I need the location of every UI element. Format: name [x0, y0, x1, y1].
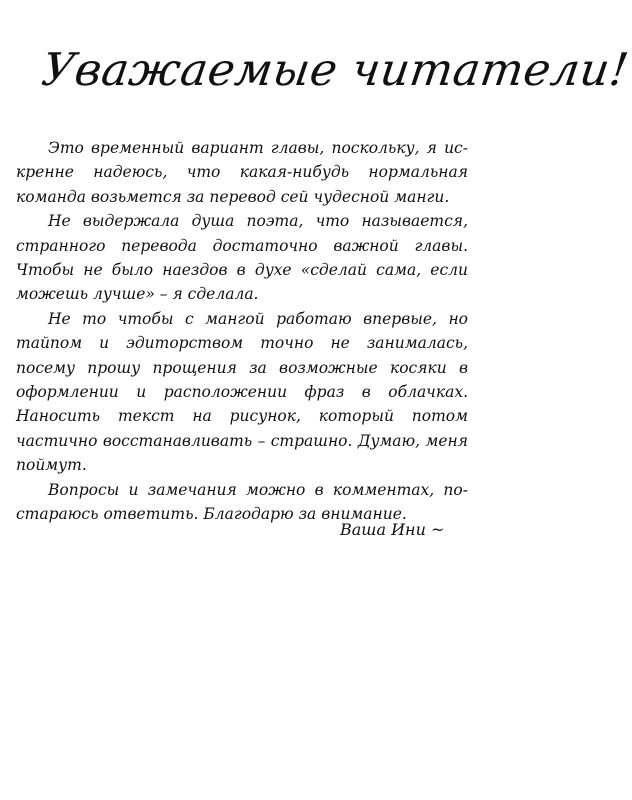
- signature: Ваша Ини ~: [340, 520, 445, 539]
- page-title: Уважаемые читатели!: [38, 43, 632, 96]
- message-body: [16, 136, 468, 527]
- paragraph-2: Не выдержала душа поэта, что называется, странного перевода достаточно важной главы. Чтобы не было наездов в духе «сделай сама, если можешь лучше» – я сделала.: [16, 212, 468, 304]
- paragraph-4: Вопросы и замечания можно в комментах, постараюсь ответить. Благодарю за внимание.: [16, 480, 468, 524]
- paragraph-1: Это временный вариант главы, поскольку, я искренне надеюсь, что какая-нибудь нормальная команда возьмется за перевод сей чудесной манги.: [16, 139, 468, 206]
- paragraph-3: Не то чтобы с мангой работаю впервые, но тайпом и эдиторством точно не занималась, посему прошу прощения за возможные косяки в оформлении и расположении фраз в облачках. Наносить текст на рисунок, который потом частично восстанавливать – страшно. Думаю, меня поймут.: [16, 309, 468, 475]
